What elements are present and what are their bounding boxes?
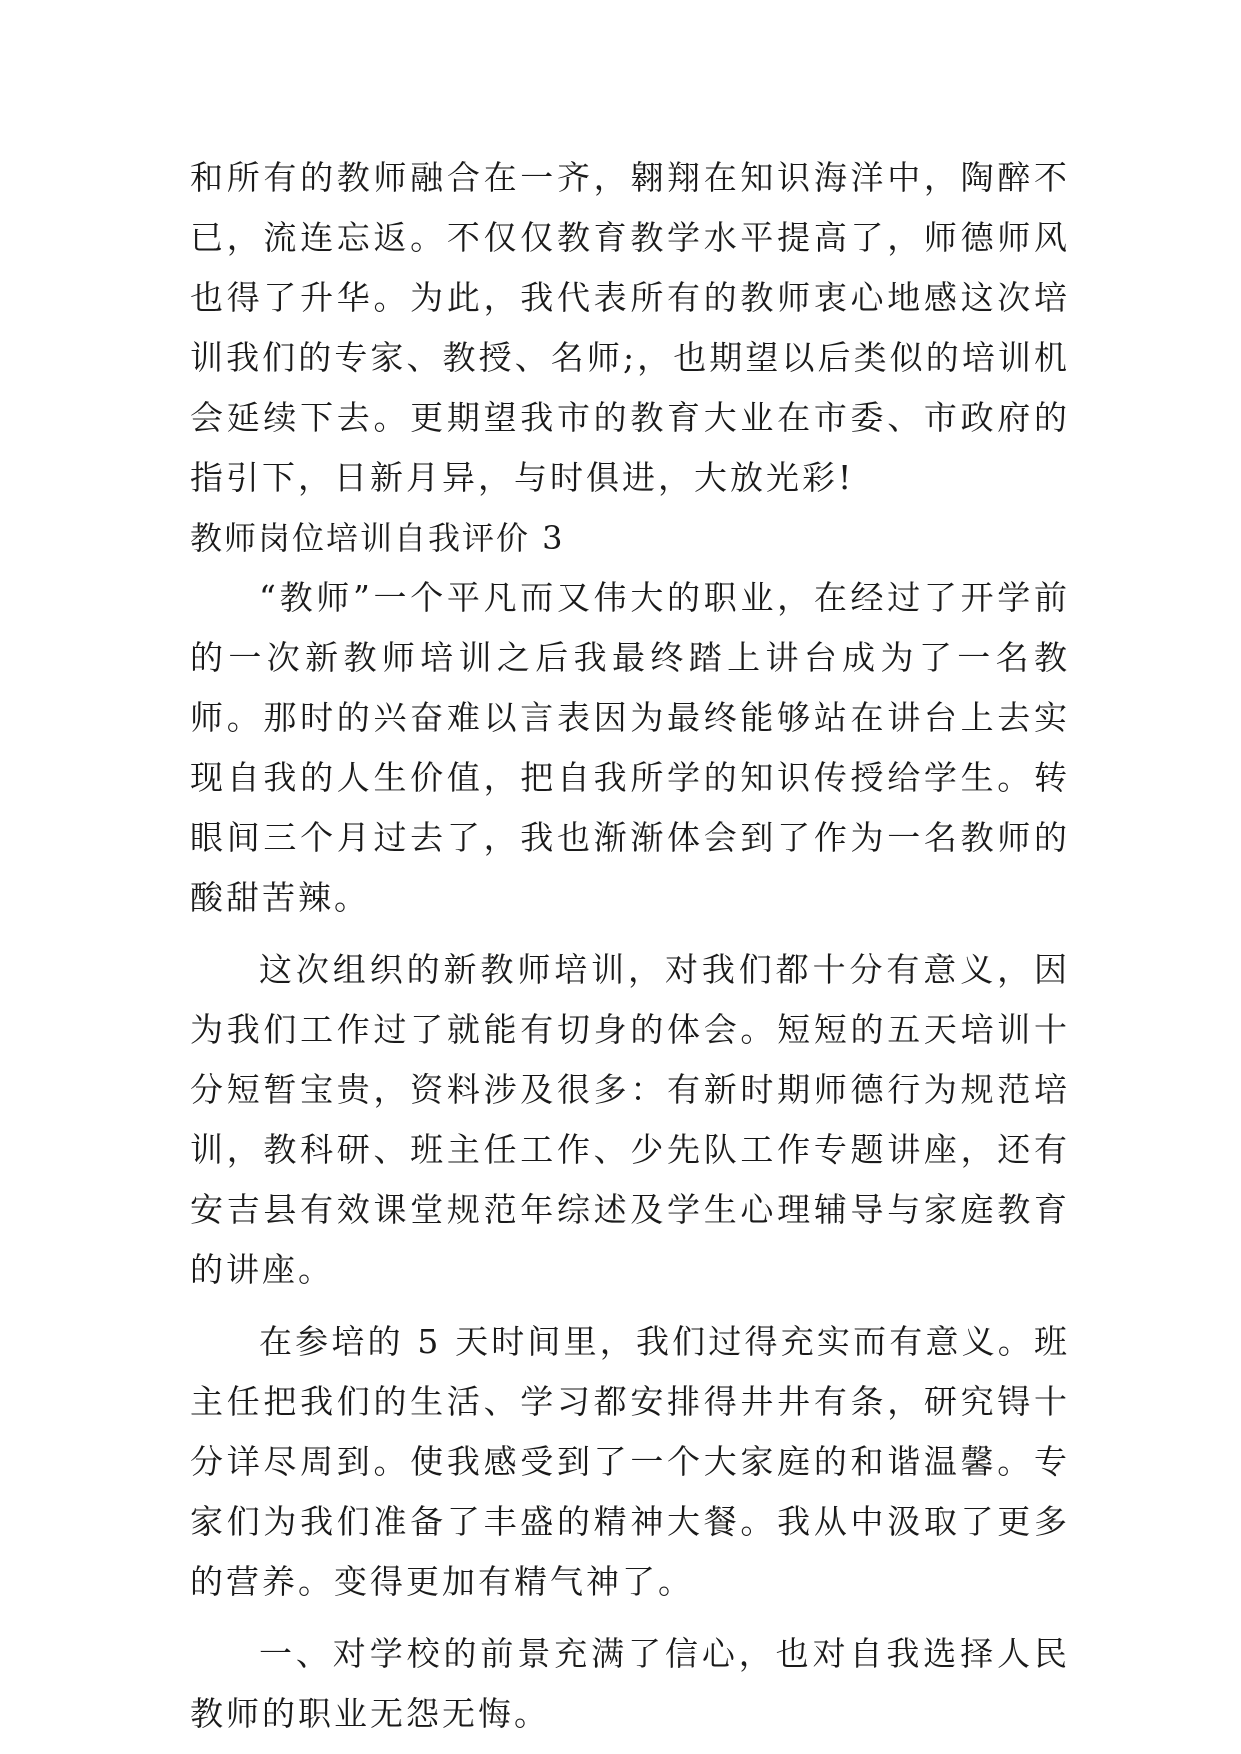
continued-paragraph: 和所有的教师融合在一齐，翱翔在知识海洋中，陶醉不已，流连忘返。不仅仅教育教学水平提高了，师德师风也得了升华。为此，我代表所有的教师衷心地感这次培训我们的专家、教授、名师;，也期望以后类似的培训机会延续下去。更期望我市的教育大业在市委、市政府的指引下，日新月异，与时俱进，大放光彩! xyxy=(190,158,1070,497)
paragraph-2: 这次组织的新教师培训，对我们都十分有意义，因为我们工作过了就能有切身的体会。短短的五天培训十分短暂宝贵，资料涉及很多：有新时期师德行为规范培训，教科研、班主任工作、少先队工作专题讲座，还有安吉县有效课堂规范年综述及学生心理辅导与家庭教育的讲座。 xyxy=(190,950,1070,1289)
paragraph-1: “教师”一个平凡而又伟大的职业，在经过了开学前的一次新教师培训之后我最终踏上讲台成为了一名教师。那时的兴奋难以言表因为最终能够站在讲台上去实现自我的人生价值，把自我所学的知识传授给学生。转眼间三个月过去了，我也渐渐体会到了作为一名教师的酸甜苦辣。 xyxy=(190,578,1070,917)
document-body xyxy=(190,148,1070,1744)
paragraph-4: 一、对学校的前景充满了信心，也对自我选择人民教师的职业无怨无悔。 xyxy=(190,1634,1070,1733)
section-heading: 教师岗位培训自我评价 3 xyxy=(190,519,565,557)
paragraph-3: 在参培的 5 天时间里，我们过得充实而有意义。班主任把我们的生活、学习都安排得井井有条，研究锝十分详尽周到。使我感受到了一个大家庭的和谐温馨。专家们为我们准备了丰盛的精神大餐。我从中汲取了更多的营养。变得更加有精气神了。 xyxy=(190,1322,1070,1601)
